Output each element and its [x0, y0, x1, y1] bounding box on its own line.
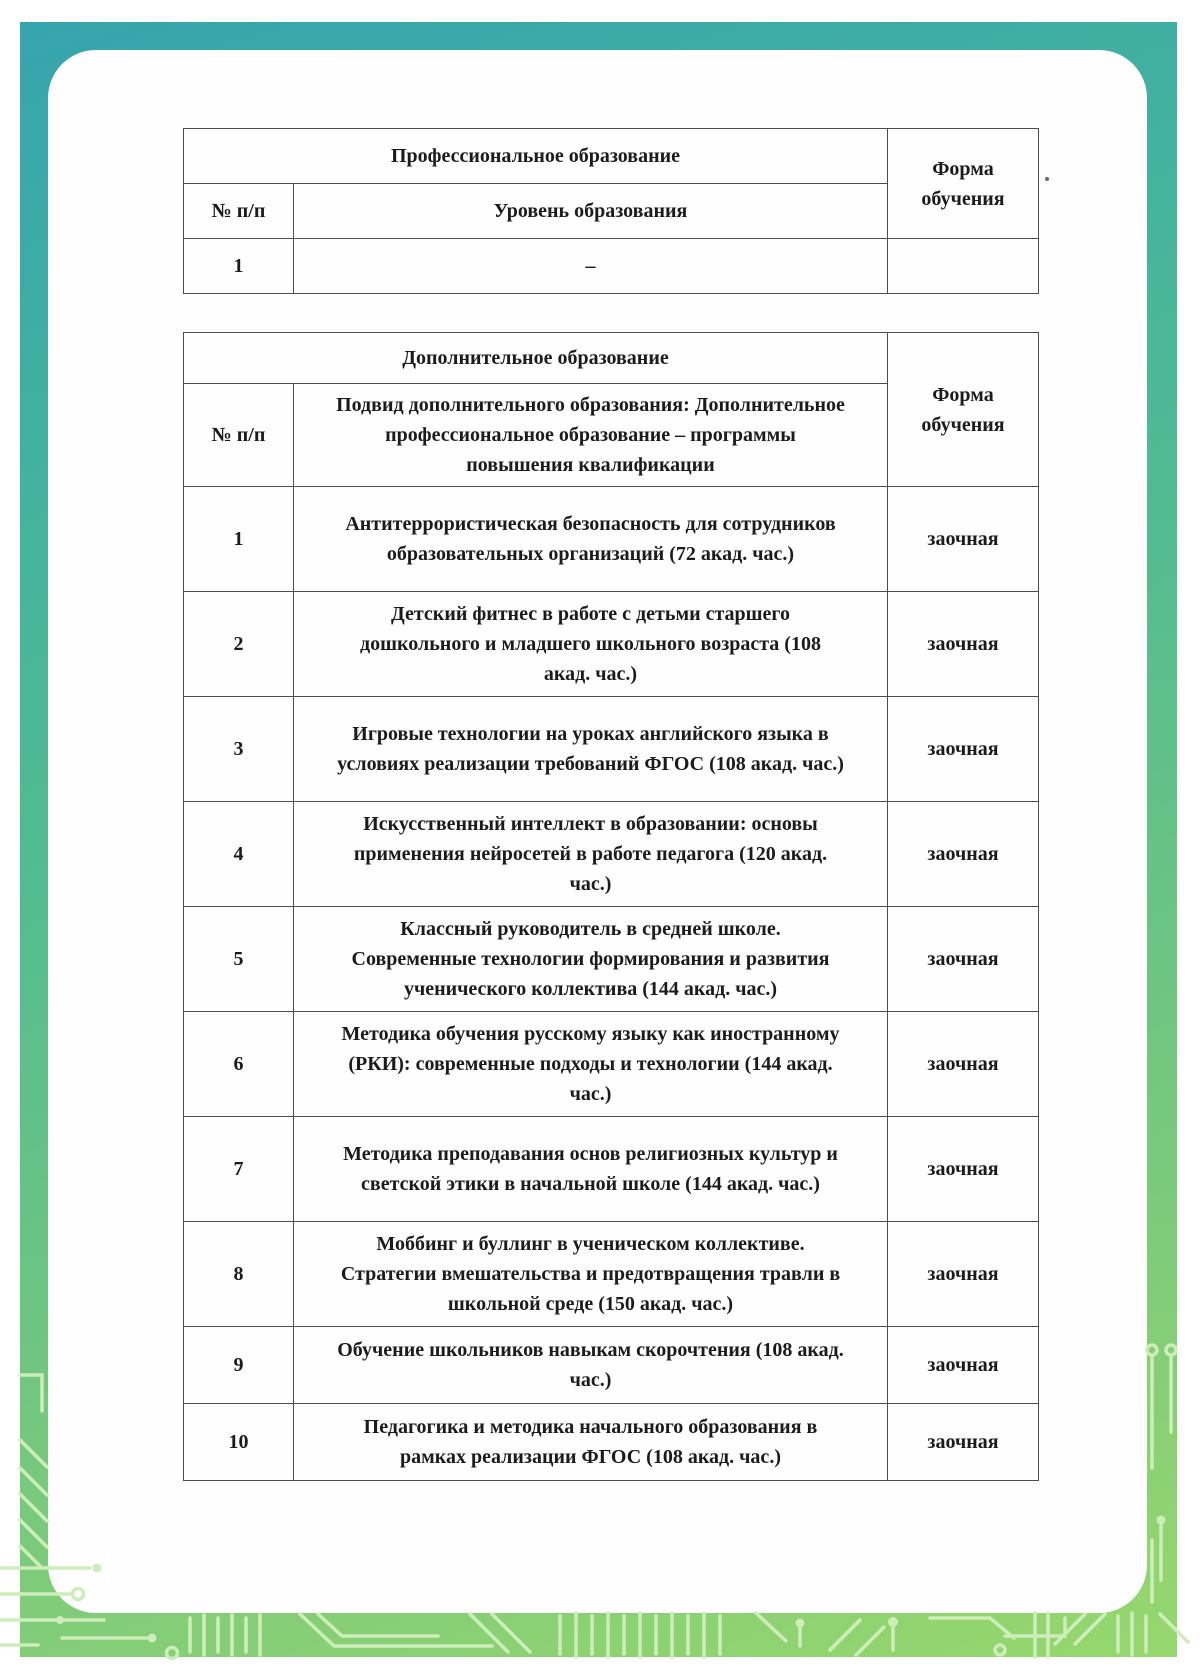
program-name-cell: Обучение школьников навыкам скорочтения (108 акад. час.) [294, 1327, 888, 1404]
study-form-cell: заочная [888, 1222, 1039, 1327]
row-number-cell: 1 [184, 487, 294, 592]
study-form-cell: заочная [888, 1404, 1039, 1481]
level-value-cell: – [294, 239, 888, 294]
row-number-cell: 6 [184, 1012, 294, 1117]
table-row [184, 1117, 1039, 1222]
study-form-cell: заочная [888, 1117, 1039, 1222]
table-row [184, 592, 1039, 697]
table-row [184, 487, 1039, 592]
table-row [184, 333, 1039, 384]
program-name-cell: Моббинг и буллинг в ученическом коллективе. Стратегии вмешательства и предотвращения травли в школьной среде (150 акад. час.) [294, 1222, 888, 1327]
table-professional-education [183, 128, 1039, 294]
study-form-cell: заочная [888, 1012, 1039, 1117]
program-name-cell: Искусственный интеллект в образовании: основы применения нейросетей в работе педагога (120 акад. час.) [294, 802, 888, 907]
row-number-cell: 2 [184, 592, 294, 697]
row-number-cell: 3 [184, 697, 294, 802]
row-number-cell: 10 [184, 1404, 294, 1481]
study-form-cell: заочная [888, 802, 1039, 907]
study-form-cell: заочная [888, 697, 1039, 802]
table-row [184, 1222, 1039, 1327]
table-title: Дополнительное образование [184, 333, 888, 384]
table-row [184, 907, 1039, 1012]
table-additional-education [183, 332, 1039, 1481]
row-number-cell: 9 [184, 1327, 294, 1404]
program-name-cell: Классный руководитель в средней школе. Современные технологии формирования и развития ученического коллектива (144 акад. час.) [294, 907, 888, 1012]
study-form-cell: заочная [888, 487, 1039, 592]
program-name-cell: Детский фитнес в работе с детьми старшего дошкольного и младшего школьного возраста (108 акад. час.) [294, 592, 888, 697]
program-name-cell: Игровые технологии на уроках английского языка в условиях реализации требований ФГОС (108 акад. час.) [294, 697, 888, 802]
row-number-cell: 5 [184, 907, 294, 1012]
form-column-header: Форма обучения [888, 333, 1039, 487]
study-form-cell [888, 239, 1039, 294]
study-form-cell: заочная [888, 907, 1039, 1012]
table-row [184, 239, 1039, 294]
program-name-cell: Антитеррористическая безопасность для сотрудников образовательных организаций (72 акад. час.) [294, 487, 888, 592]
number-column-header: № п/п [184, 184, 294, 239]
program-column-header: Подвид дополнительного образования: Дополнительное профессиональное образование – программы повышения квалификации [294, 384, 888, 487]
row-number-cell: 1 [184, 239, 294, 294]
program-name-cell: Методика преподавания основ религиозных культур и светской этики в начальной школе (144 акад. час.) [294, 1117, 888, 1222]
table-row [184, 802, 1039, 907]
row-number-cell: 8 [184, 1222, 294, 1327]
row-number-cell: 4 [184, 802, 294, 907]
study-form-cell: заочная [888, 592, 1039, 697]
table-row [184, 1012, 1039, 1117]
number-column-header: № п/п [184, 384, 294, 487]
row-number-cell: 7 [184, 1117, 294, 1222]
study-form-cell: заочная [888, 1327, 1039, 1404]
table-row [184, 129, 1039, 184]
form-column-header: Форма обучения [888, 129, 1039, 239]
table-row [184, 1327, 1039, 1404]
scan-speck [1045, 177, 1049, 181]
program-name-cell: Методика обучения русскому языку как иностранному (РКИ): современные подходы и технологии (144 акад. час.) [294, 1012, 888, 1117]
table-row [184, 1404, 1039, 1481]
table-row [184, 697, 1039, 802]
table-title: Профессиональное образование [184, 129, 888, 184]
level-column-header: Уровень образования [294, 184, 888, 239]
program-name-cell: Педагогика и методика начального образования в рамках реализации ФГОС (108 акад. час.) [294, 1404, 888, 1481]
